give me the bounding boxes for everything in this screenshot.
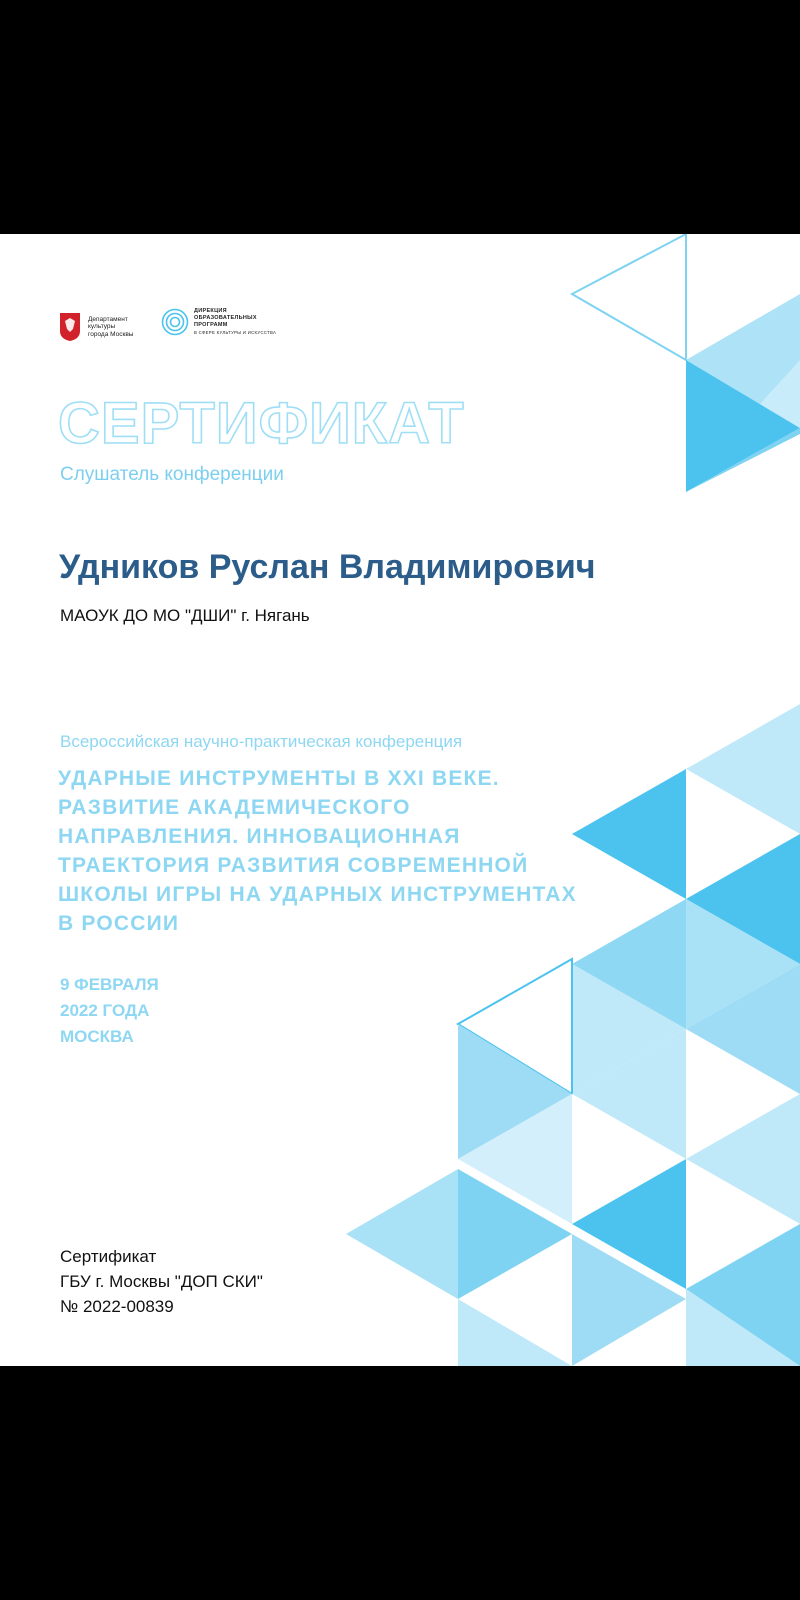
conference-title xyxy=(58,764,618,938)
top-black-band xyxy=(0,0,800,234)
conference-title-line: В РОССИИ xyxy=(58,912,180,935)
conference-title-line: ШКОЛЫ ИГРЫ НА УДАРНЫХ ИНСТРУМЕНТАХ xyxy=(58,883,577,906)
direction-logo xyxy=(161,308,276,336)
triangle-low-8 xyxy=(346,1169,458,1299)
conference-date-day: 9 ФЕВРАЛЯ xyxy=(60,975,159,994)
conference-title-line: УДАРНЫЕ ИНСТРУМЕНТЫ В XXI ВЕКЕ. xyxy=(58,767,500,790)
triangle-outline-top xyxy=(572,234,686,360)
certificate-title: СЕРТИФИКАТ xyxy=(58,391,465,456)
department-line-3: города Москвы xyxy=(88,330,134,338)
certificate-subtitle: Слушатель конференции xyxy=(60,464,284,485)
recipient-organization: МАОУК ДО МО "ДШИ" г. Нягань xyxy=(60,606,310,625)
conference-date-year: 2022 ГОДА xyxy=(60,1001,150,1020)
footer-label: Сертификат xyxy=(60,1247,157,1266)
bottom-black-band xyxy=(0,1366,800,1600)
direction-line-1: ДИРЕКЦИЯ xyxy=(194,308,227,314)
conference-date-place xyxy=(60,972,159,1050)
direction-subtitle: В СФЕРЕ КУЛЬТУРЫ И ИСКУССТВА xyxy=(194,330,277,335)
conference-title-line: НАПРАВЛЕНИЯ. ИННОВАЦИОННАЯ xyxy=(58,825,461,848)
conference-type: Всероссийская научно-практическая конференция xyxy=(60,732,463,751)
moscow-emblem-icon xyxy=(59,312,81,342)
department-name xyxy=(88,316,168,339)
concentric-rings-icon xyxy=(161,308,189,336)
department-logo xyxy=(59,312,168,342)
direction-line-2: ОБРАЗОВАТЕЛЬНЫХ xyxy=(194,315,257,321)
department-line-2: культуры xyxy=(88,323,116,331)
footer-issuer: ГБУ г. Москвы "ДОП СКИ" xyxy=(60,1272,263,1291)
conference-place: МОСКВА xyxy=(60,1027,134,1046)
recipient-name: Удников Руслан Владимирович xyxy=(59,548,596,586)
certificate-page xyxy=(0,234,800,1366)
certificate-footer xyxy=(60,1244,263,1319)
conference-title-line: ТРАЕКТОРИЯ РАЗВИТИЯ СОВРЕМЕННОЙ xyxy=(58,854,529,877)
direction-line-3: ПРОГРАММ xyxy=(194,322,228,328)
conference-title-line: РАЗВИТИЕ АКАДЕМИЧЕСКОГО xyxy=(58,796,411,819)
direction-name xyxy=(194,308,276,336)
certificate-number: № 2022-00839 xyxy=(60,1297,174,1316)
department-line-1: Департамент xyxy=(88,315,128,323)
